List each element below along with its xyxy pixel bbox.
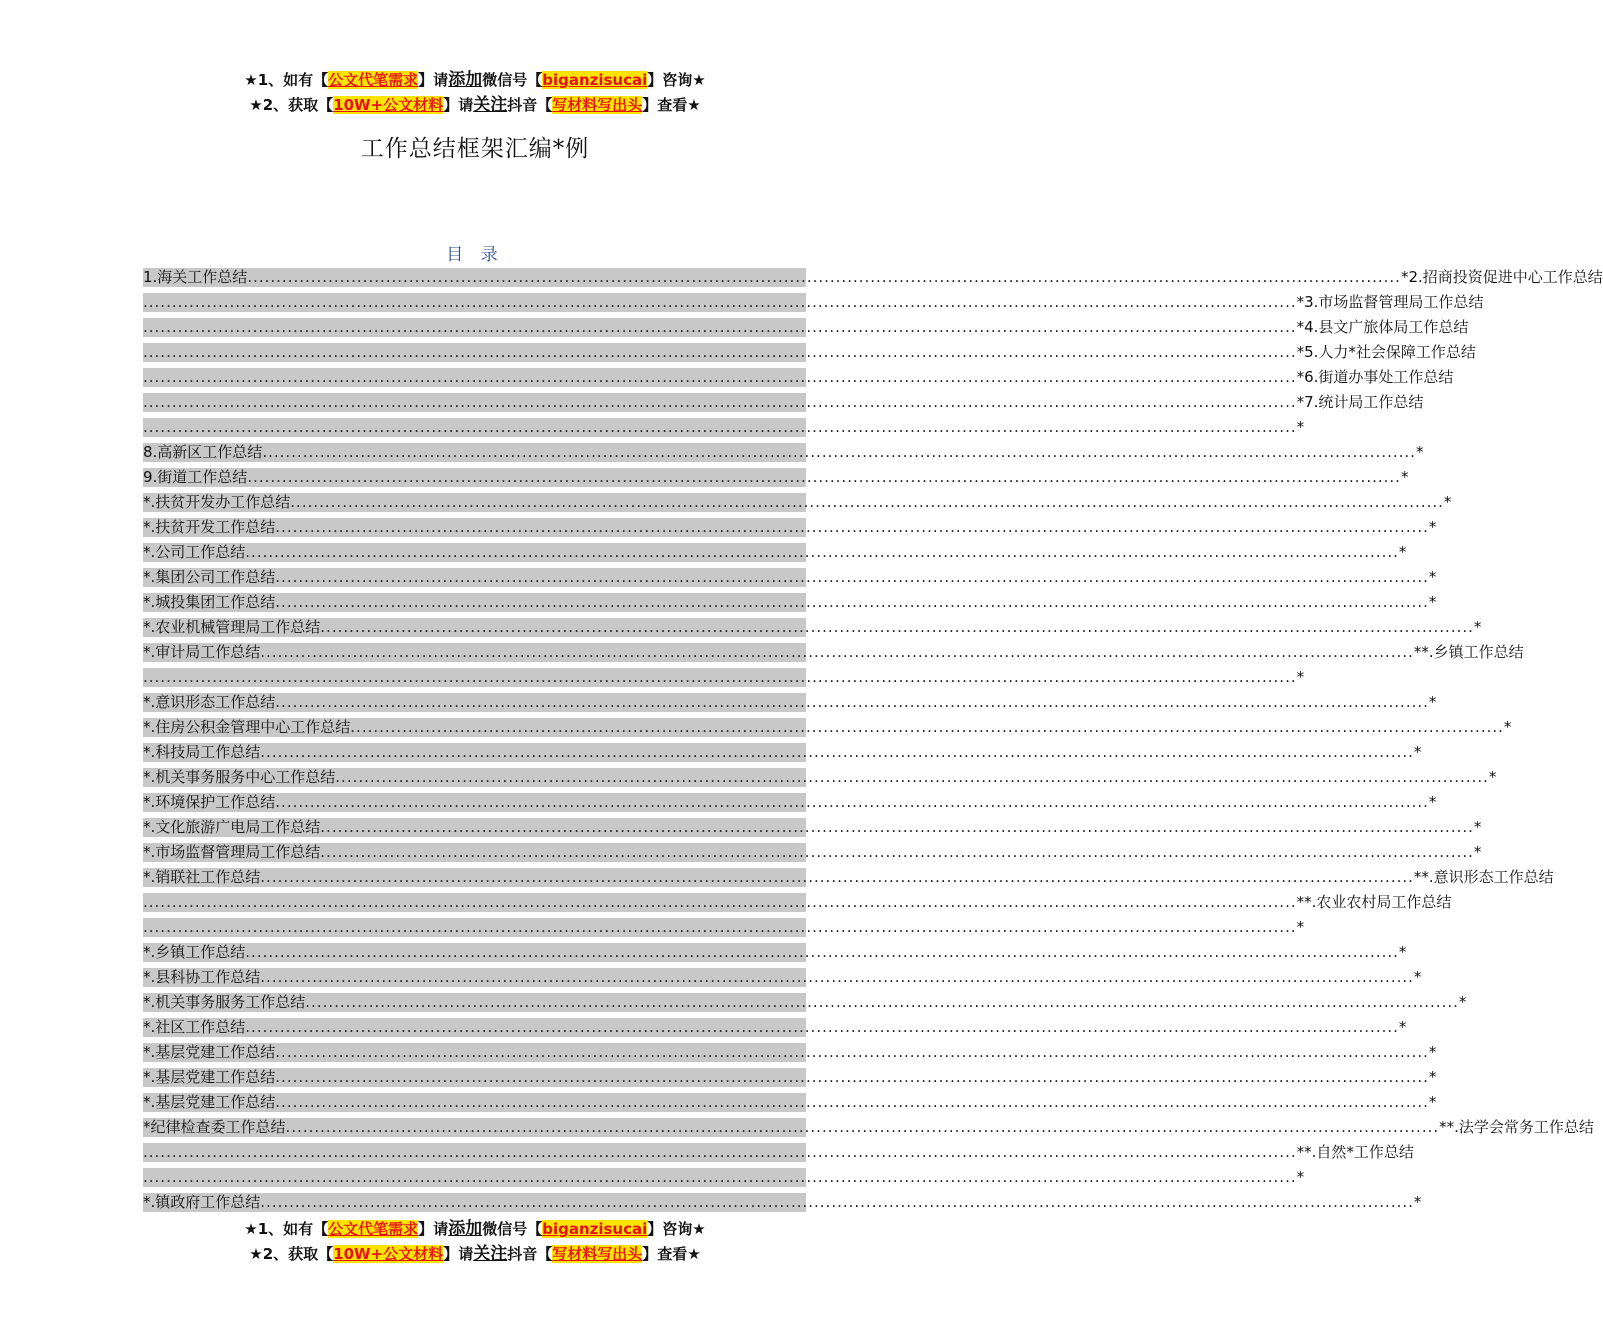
promo-highlight: 10W+公文材料: [333, 1245, 444, 1263]
toc-leader-dots: ........................................................................................................................................................................................................: [143, 293, 1297, 311]
toc-leader-dots: ........................................................................................................................................................................................................: [143, 1168, 1297, 1186]
toc-entry[interactable]: [143, 391, 1424, 416]
toc-entry-row: [143, 791, 1437, 814]
toc-leader-dots: ........................................................................................................................................................................................................: [262, 443, 1416, 461]
toc-entry[interactable]: [143, 366, 1454, 391]
toc-entry-row: [143, 541, 1407, 564]
toc-entry[interactable]: [143, 491, 1452, 516]
toc-entry[interactable]: [143, 416, 1305, 441]
toc-entry-page-ref: *3.市场监督管理局工作总结: [1296, 293, 1484, 311]
toc-entry-row: [143, 316, 1469, 339]
toc-entry-row: [143, 416, 1305, 439]
promo-text: 抖音【: [507, 96, 553, 114]
toc-entry-row: [143, 941, 1407, 964]
toc-entry-page-ref: *2.招商投资促进中心工作总结: [1400, 268, 1603, 286]
toc-entry-page-ref: *: [1473, 818, 1482, 836]
promo-text: 】请: [418, 71, 449, 89]
toc-leader-dots: ........................................................................................................................................................................................................: [143, 343, 1297, 361]
toc-entry[interactable]: [143, 291, 1484, 316]
promo-text: 微信号【: [482, 71, 543, 89]
toc-leader-dots: ........................................................................................................................................................................................................: [247, 268, 1401, 286]
toc-entry-row: [143, 641, 1524, 664]
toc-entry[interactable]: [143, 816, 1482, 841]
toc-entry-page-ref: *: [1413, 968, 1422, 986]
toc-leader-dots: ........................................................................................................................................................................................................: [275, 693, 1429, 711]
toc-entry-page-ref: *: [1428, 1068, 1437, 1086]
toc-entry-row: [143, 1141, 1414, 1164]
toc-entry[interactable]: [143, 691, 1437, 716]
toc-entry[interactable]: [143, 741, 1422, 766]
toc-entry-page-ref: *: [1428, 793, 1437, 811]
toc-entry-label: *.文化旅游广电局工作总结: [143, 818, 321, 836]
toc-entry-row: [143, 691, 1437, 714]
toc-entry-row: [143, 716, 1512, 739]
toc-leader-dots: ........................................................................................................................................................................................................: [290, 493, 1444, 511]
toc-entry-row: [143, 1041, 1437, 1064]
toc-leader-dots: ........................................................................................................................................................................................................: [275, 568, 1429, 586]
toc-entry-row: [143, 766, 1497, 789]
toc-entry-label: *.市场监督管理局工作总结: [143, 843, 321, 861]
toc-entry[interactable]: [143, 891, 1452, 916]
toc-entry-label: *.农业机械管理局工作总结: [143, 618, 321, 636]
promo-text: 微信号【: [482, 1220, 543, 1238]
toc-entry[interactable]: [143, 716, 1512, 741]
toc-entry[interactable]: [143, 916, 1305, 941]
toc-entry-row: [143, 616, 1482, 639]
toc-entry-page-ref: *: [1488, 768, 1497, 786]
toc-entry[interactable]: [143, 1016, 1407, 1041]
toc-entry-row: [143, 1191, 1422, 1214]
toc-leader-dots: ........................................................................................................................................................................................................: [320, 843, 1474, 861]
toc-entry-page-ref: *: [1473, 843, 1482, 861]
toc-leader-dots: ........................................................................................................................................................................................................: [143, 1143, 1297, 1161]
toc-entry-row: [143, 491, 1452, 514]
toc-entry-label: *.环境保护工作总结: [143, 793, 276, 811]
toc-entry-page-ref: *: [1400, 468, 1409, 486]
toc-entry[interactable]: [143, 991, 1467, 1016]
toc-leader-dots: ........................................................................................................................................................................................................: [335, 768, 1489, 786]
toc-entry-row: [143, 741, 1422, 764]
promo-text: 抖音【: [507, 1245, 553, 1263]
toc-entry-row: [143, 516, 1437, 539]
promo-wechat-id: biganzisucai: [542, 1220, 648, 1238]
promo-wechat-id: biganzisucai: [542, 71, 648, 89]
toc-entry[interactable]: [143, 966, 1422, 991]
toc-entry-row: [143, 816, 1482, 839]
toc-entry[interactable]: [143, 516, 1437, 541]
toc-entry-page-ref: *5.人力*社会保障工作总结: [1296, 343, 1476, 361]
toc-entry-page-ref: *: [1296, 918, 1305, 936]
toc-entry-page-ref: *: [1398, 543, 1407, 561]
toc-entry-label: *.基层党建工作总结: [143, 1068, 276, 1086]
toc-entry-label: 9.街道工作总结: [143, 468, 248, 486]
toc-leader-dots: ........................................................................................................................................................................................................: [260, 743, 1414, 761]
toc-leader-dots: ........................................................................................................................................................................................................: [143, 418, 1297, 436]
toc-entry-label: *.县科协工作总结: [143, 968, 261, 986]
toc-leader-dots: ........................................................................................................................................................................................................: [245, 1018, 1399, 1036]
toc-entry-page-ref: *: [1296, 418, 1305, 436]
toc-entry-page-ref: *6.街道办事处工作总结: [1296, 368, 1454, 386]
toc-entry-page-ref: *: [1413, 743, 1422, 761]
toc-entry-row: [143, 1091, 1437, 1114]
toc-entry-page-ref: *: [1296, 1168, 1305, 1186]
toc-entry[interactable]: [143, 616, 1482, 641]
toc-entry-page-ref: *: [1428, 518, 1437, 536]
toc-entry-row: [143, 1066, 1437, 1089]
promo-emphasis: 关注: [473, 1244, 508, 1264]
promo-text: 】请: [418, 1220, 449, 1238]
toc-entry-page-ref: *: [1503, 718, 1512, 736]
toc-entry-row: [143, 1016, 1407, 1039]
document-title: 工作总结框架汇编*例: [360, 136, 590, 162]
toc-entry[interactable]: [143, 841, 1482, 866]
toc-entry-page-ref: *: [1428, 593, 1437, 611]
toc-entry-page-ref: *: [1458, 993, 1467, 1011]
toc-leader-dots: ........................................................................................................................................................................................................: [245, 543, 1399, 561]
promo-text: ★2、获取【: [249, 1245, 334, 1263]
toc-entry-page-ref: **.自然*工作总结: [1296, 1143, 1414, 1161]
toc-entry-label: *.销联社工作总结: [143, 868, 261, 886]
toc-leader-dots: ........................................................................................................................................................................................................: [245, 943, 1399, 961]
footer-promo-line-1: [0, 1218, 950, 1240]
toc-entry-label: *.基层党建工作总结: [143, 1043, 276, 1061]
toc-entry-label: *.意识形态工作总结: [143, 693, 276, 711]
toc-entry[interactable]: [143, 866, 1554, 891]
promo-text: ★1、如有【: [244, 1220, 329, 1238]
toc-entry-label: *.审计局工作总结: [143, 643, 261, 661]
toc-entry-row: [143, 291, 1484, 314]
toc-entry-page-ref: *: [1428, 693, 1437, 711]
toc-leader-dots: ........................................................................................................................................................................................................: [350, 718, 1504, 736]
toc-entry-label: 1.海关工作总结: [143, 268, 248, 286]
header-promo-line-2: [0, 94, 950, 116]
toc-leader-dots: ........................................................................................................................................................................................................: [247, 468, 1401, 486]
toc-entry-row: [143, 441, 1424, 464]
toc-leader-dots: ........................................................................................................................................................................................................: [275, 1068, 1429, 1086]
toc-entry-label: 8.高新区工作总结: [143, 443, 263, 461]
toc-entry-row: [143, 1166, 1305, 1189]
toc-entry-page-ref: *: [1398, 943, 1407, 961]
toc-entry[interactable]: [143, 766, 1497, 791]
toc-entry-label: *.乡镇工作总结: [143, 943, 246, 961]
toc-entry[interactable]: [143, 466, 1409, 491]
toc-entry[interactable]: [143, 666, 1305, 691]
toc-entry-page-ref: *: [1428, 1043, 1437, 1061]
toc-entry-label: *.机关事务服务中心工作总结: [143, 768, 336, 786]
promo-text: 】请: [443, 1245, 474, 1263]
toc-heading: 目 录: [446, 245, 504, 265]
toc-entry-page-ref: *: [1413, 1193, 1422, 1211]
toc-entry-row: [143, 866, 1554, 889]
promo-text: 】请: [443, 96, 474, 114]
toc-entry[interactable]: [143, 1141, 1414, 1166]
toc-entry-row: [143, 341, 1476, 364]
promo-highlight: 公文代笔需求: [328, 1220, 419, 1238]
toc-entry-page-ref: *: [1443, 493, 1452, 511]
promo-text: 】查看★: [642, 1245, 701, 1263]
toc-entry-label: *.扶贫开发办工作总结: [143, 493, 291, 511]
toc-entry[interactable]: [143, 1191, 1422, 1216]
toc-leader-dots: ........................................................................................................................................................................................................: [260, 643, 1414, 661]
toc-entry-row: [143, 1116, 1594, 1139]
toc-entry[interactable]: [143, 266, 1603, 291]
toc-leader-dots: ........................................................................................................................................................................................................: [143, 893, 1297, 911]
toc-entry-row: [143, 266, 1603, 289]
toc-leader-dots: ........................................................................................................................................................................................................: [260, 968, 1414, 986]
toc-entry-page-ref: **.意识形态工作总结: [1413, 868, 1554, 886]
promo-douyin-account: 写材料写出头: [552, 1245, 643, 1263]
toc-entry-row: [143, 466, 1409, 489]
promo-text: 】查看★: [642, 96, 701, 114]
table-of-contents: [143, 266, 1603, 1216]
toc-leader-dots: ........................................................................................................................................................................................................: [320, 618, 1474, 636]
toc-entry[interactable]: [143, 316, 1469, 341]
toc-entry[interactable]: [143, 341, 1476, 366]
toc-entry-page-ref: *: [1398, 1018, 1407, 1036]
promo-douyin-account: 写材料写出头: [552, 96, 643, 114]
footer-promo-line-2: [0, 1243, 950, 1265]
toc-entry[interactable]: [143, 1166, 1305, 1191]
toc-entry-page-ref: **.乡镇工作总结: [1413, 643, 1524, 661]
toc-entry-page-ref: *4.县文广旅体局工作总结: [1296, 318, 1469, 336]
toc-leader-dots: ........................................................................................................................................................................................................: [305, 993, 1459, 1011]
toc-entry-page-ref: **.农业农村局工作总结: [1296, 893, 1452, 911]
toc-entry-row: [143, 391, 1424, 414]
toc-entry[interactable]: [143, 441, 1424, 466]
toc-entry[interactable]: [143, 791, 1437, 816]
toc-entry-page-ref: **.法学会常务工作总结: [1439, 1118, 1594, 1136]
toc-entry-label: *.扶贫开发工作总结: [143, 518, 276, 536]
header-promo-line-1: [0, 69, 950, 91]
promo-emphasis: 添加: [448, 70, 483, 90]
promo-text: ★2、获取【: [249, 96, 334, 114]
toc-entry[interactable]: [143, 541, 1407, 566]
toc-entry-row: [143, 666, 1305, 689]
toc-leader-dots: ........................................................................................................................................................................................................: [143, 368, 1297, 386]
toc-entry[interactable]: [143, 641, 1524, 666]
toc-entry[interactable]: [143, 1116, 1594, 1141]
toc-entry[interactable]: [143, 566, 1437, 591]
toc-leader-dots: ........................................................................................................................................................................................................: [275, 593, 1429, 611]
toc-entry-page-ref: *: [1473, 618, 1482, 636]
toc-entry-page-ref: *: [1428, 1093, 1437, 1111]
promo-highlight: 10W+公文材料: [333, 96, 444, 114]
toc-entry-label: *.集团公司工作总结: [143, 568, 276, 586]
toc-entry-page-ref: *: [1428, 568, 1437, 586]
toc-leader-dots: ........................................................................................................................................................................................................: [143, 918, 1297, 936]
toc-leader-dots: ........................................................................................................................................................................................................: [275, 793, 1429, 811]
toc-entry-row: [143, 966, 1422, 989]
promo-emphasis: 关注: [473, 95, 508, 115]
toc-entry[interactable]: [143, 941, 1407, 966]
toc-leader-dots: ........................................................................................................................................................................................................: [285, 1118, 1440, 1136]
toc-entry-label: *.基层党建工作总结: [143, 1093, 276, 1111]
toc-entry-label: *.科技局工作总结: [143, 743, 261, 761]
promo-text: ★1、如有【: [244, 71, 329, 89]
toc-entry-row: [143, 566, 1437, 589]
toc-leader-dots: ........................................................................................................................................................................................................: [275, 518, 1429, 536]
toc-entry-page-ref: *7.统计局工作总结: [1296, 393, 1424, 411]
toc-entry-row: [143, 841, 1482, 864]
promo-highlight: 公文代笔需求: [328, 71, 419, 89]
toc-entry-row: [143, 991, 1467, 1014]
toc-entry-page-ref: *: [1415, 443, 1424, 461]
toc-entry-row: [143, 591, 1437, 614]
toc-entry[interactable]: [143, 1091, 1437, 1116]
toc-entry-label: *.社区工作总结: [143, 1018, 246, 1036]
toc-entry-row: [143, 916, 1305, 939]
promo-text: 】咨询★: [647, 71, 706, 89]
toc-entry-label: *纪律检查委工作总结: [143, 1118, 286, 1136]
toc-leader-dots: ........................................................................................................................................................................................................: [260, 868, 1414, 886]
toc-leader-dots: ........................................................................................................................................................................................................: [275, 1043, 1429, 1061]
toc-entry[interactable]: [143, 1041, 1437, 1066]
toc-leader-dots: ........................................................................................................................................................................................................: [260, 1193, 1414, 1211]
toc-entry-row: [143, 366, 1454, 389]
toc-entry[interactable]: [143, 1066, 1437, 1091]
toc-leader-dots: ........................................................................................................................................................................................................: [143, 318, 1297, 336]
toc-leader-dots: ........................................................................................................................................................................................................: [275, 1093, 1429, 1111]
toc-entry-label: *.镇政府工作总结: [143, 1193, 261, 1211]
toc-entry-row: [143, 891, 1452, 914]
promo-text: 】咨询★: [647, 1220, 706, 1238]
promo-emphasis: 添加: [448, 1219, 483, 1239]
toc-entry[interactable]: [143, 591, 1437, 616]
toc-leader-dots: ........................................................................................................................................................................................................: [143, 668, 1297, 686]
toc-entry-page-ref: *: [1296, 668, 1305, 686]
toc-leader-dots: ........................................................................................................................................................................................................: [143, 393, 1297, 411]
toc-entry-label: *.住房公积金管理中心工作总结: [143, 718, 351, 736]
toc-entry-label: *.机关事务服务工作总结: [143, 993, 306, 1011]
toc-entry-label: *.城投集团工作总结: [143, 593, 276, 611]
toc-leader-dots: ........................................................................................................................................................................................................: [320, 818, 1474, 836]
toc-entry-label: *.公司工作总结: [143, 543, 246, 561]
